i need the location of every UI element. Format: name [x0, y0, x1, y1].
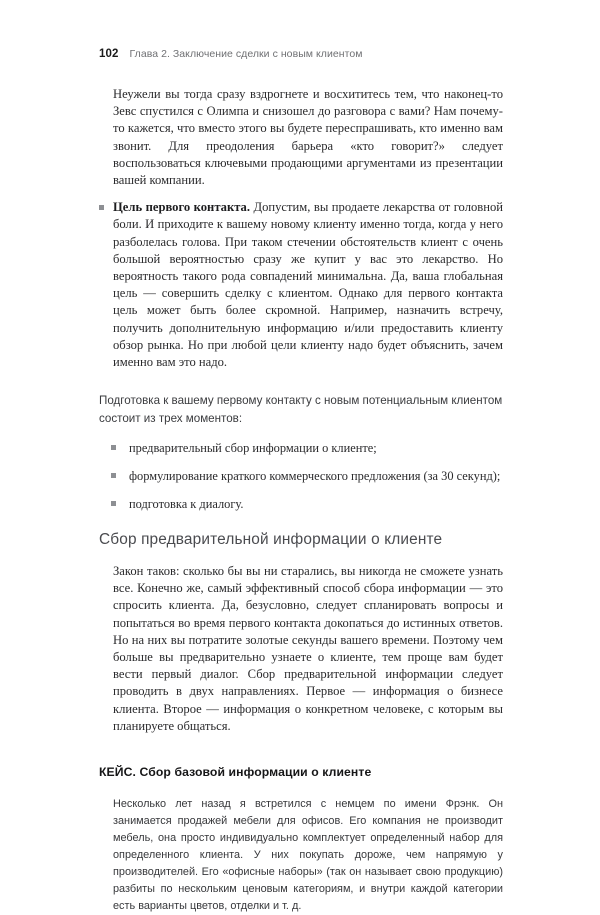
paragraph-intro: Неужели вы тогда сразу вздрогнете и восхититесь тем, что наконец-то Зевс спустился с Олимпа и снизошел до разговора с вами? Нам почему-то кажется, что вместо этого вы будете переспрашивать, кто именно вам звонит. Для преодоления барьера «кто говорит?» следует воспользоваться ключевыми продающими аргументами из презентации вашей компании. — [113, 87, 503, 188]
square-bullet-icon — [111, 445, 116, 450]
list-item — [111, 468, 503, 484]
case-study-block — [99, 764, 503, 915]
paragraph-preparation-intro: Подготовка к вашему первому контакту с новым потенциальным клиентом состоит из трех моментов: — [99, 394, 503, 425]
page-content — [99, 86, 503, 915]
list-item — [111, 440, 503, 456]
paragraph-information-gathering: Закон таков: сколько бы вы ни старались, вы никогда не сможете узнать все. Конечно же, самый эффективный способ сбора информации — это спросить клиента. Да, безусловно, следует спланировать вопросы и попытаться во время первого контакта докопаться до истинных ответов. Но на них вы потратите золотые секунды вашего времени. Поэтому чем больше вы предварительно узнаете о клиенте, тем проще вам будет вести первый диалог. Сбор предварительной информации следует проводить в двух направлениях. Первое — информация о бизнесе клиента. Второе — информация о конкретном человеке, с которым вы планируете общаться. — [113, 564, 503, 733]
list-item-label: подготовка к диалогу. — [129, 497, 244, 512]
list-item — [111, 496, 503, 512]
section-heading: Сбор предварительной информации о клиенте — [99, 531, 443, 549]
square-bullet-icon — [99, 205, 104, 210]
case-study-body: Несколько лет назад я встретился с немцем по имени Фрэнк. Он занимается продажей мебели для офисов. Его компания не производит мебель, она просто индивидуально комплектует определенный набор для определенного клиента. У них покупать дороже, чем напрямую у производителей. Его «офисные наборы» (так он называет свою продукцию) разбиты по нескольким ценовым категориям, и внутри каждой категории есть варианты цветов, отделки и т. д. — [113, 798, 503, 913]
running-header — [99, 48, 503, 60]
bullet-lead-in: Цель первого контакта. — [113, 200, 250, 215]
list-item-label: предварительный сбор информации о клиенте; — [129, 441, 377, 456]
square-bullet-icon — [111, 501, 116, 506]
bulleted-paragraph-goal — [99, 199, 503, 371]
bullet-paragraph-text: Допустим, вы продаете лекарства от головной боли. И приходите к вашему новому клиенту именно тогда, когда у него разболелась голова. При таком стечении обстоятельств клиент с очень большой вероятностью сразу же купит у вас это лекарство. Но вероятность такого рода совпадений минимальна. Да, ваша глобальная цель — совершить сделку с клиентом. Однако для первого контакта цель может быть более скромной. Например, назначить встречу, получить дополнительную информацию и/или предоставить клиенту обзор рынка. Но при любой цели клиенту надо будет объяснить, зачем именно вам это надо. — [113, 200, 503, 370]
list-item-label: формулирование краткого коммерческого предложения (за 30 секунд); — [129, 469, 501, 484]
preparation-list — [99, 440, 503, 512]
page-number: 102 — [99, 48, 119, 60]
square-bullet-icon — [111, 473, 116, 478]
case-study-heading: КЕЙС. Сбор базовой информации о клиенте — [99, 765, 372, 780]
chapter-title: Глава 2. Заключение сделки с новым клиентом — [129, 48, 363, 60]
